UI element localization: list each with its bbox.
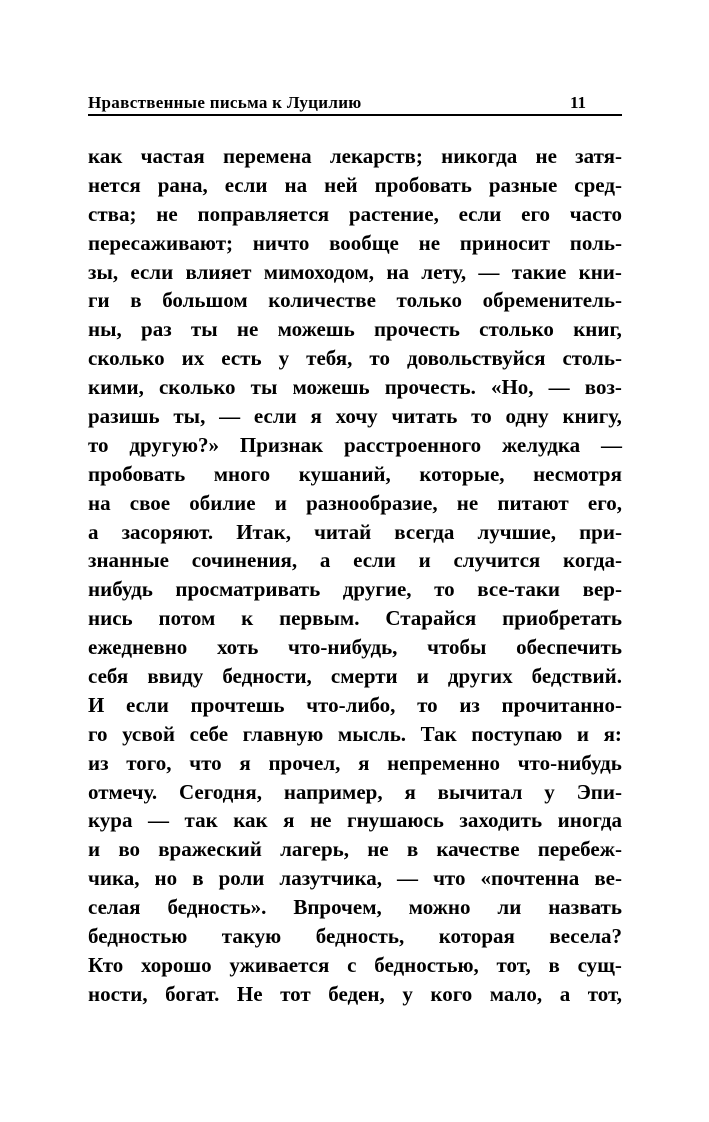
word: Старайся [385,606,477,631]
word: мимоходом, [263,259,375,284]
word: ве- [594,866,622,891]
word: в [192,866,204,891]
text-line [88,837,622,866]
word: поступаю [471,721,563,746]
word: с [347,952,357,977]
word: кура [88,808,133,833]
word: часто [569,201,622,226]
word: затя- [575,144,622,168]
word: воз- [584,375,622,400]
word: я [404,779,416,804]
word: его, [587,490,622,515]
word: и [416,664,429,689]
word: например, [283,779,383,804]
word: вообще [329,230,399,255]
word: то [369,346,390,371]
word: а [88,519,99,544]
word: я [283,808,295,833]
word: ли [497,895,522,920]
word: растение, [348,201,439,226]
word: как [233,808,268,833]
word: перемена [222,144,312,168]
word: пересаживают; [88,230,234,255]
word: что-нибудь [517,750,622,775]
word: смерти [330,664,398,689]
word: того, [126,750,172,775]
word: сколько [88,346,165,371]
word: Впрочем, [293,895,382,920]
word: тот, [496,952,531,977]
word: приобретать [502,606,622,631]
word: частая [140,144,205,168]
text-line [88,491,622,520]
word: то [471,404,492,429]
word: себя [88,664,129,689]
word: Кто [88,952,124,977]
word: как [88,144,123,168]
word: богат. [165,981,220,1006]
word: читай [314,519,372,544]
word: уживается [229,952,330,977]
word: — [548,375,570,400]
word: я: [603,721,622,746]
word: ства; [88,201,137,226]
word: столько [479,317,554,342]
word: при- [579,519,622,544]
text-line [88,664,622,693]
text-line [88,808,622,837]
word: зы, [88,259,119,284]
word: сочинения, [191,548,298,573]
word: тот [280,981,311,1006]
word: но [154,866,178,891]
word: а [559,981,571,1006]
word: на [386,259,409,284]
word: такие [511,259,567,284]
word: Сегодня, [178,779,262,804]
word: поль- [569,230,622,255]
word: нись [88,606,133,631]
word: и [88,837,101,862]
word: так [184,808,218,833]
text-line [88,375,622,404]
word: много [213,461,271,486]
word: можно [408,895,471,920]
word: то [417,692,438,717]
word: у [402,981,413,1006]
word: на [284,172,308,197]
word: столь- [562,346,622,371]
word: расстроенного [344,432,482,457]
word: роли [218,866,265,891]
word: главную [242,721,324,746]
word: кого [430,981,473,1006]
word: я [358,750,370,775]
word: вычитал [437,779,523,804]
word: всегда [394,519,455,544]
text-line [88,288,622,317]
word: ввиду [147,664,204,689]
word: книгу, [562,404,622,429]
word: пробовать [88,461,186,486]
word: бедность». [167,895,267,920]
word: лекарств; [329,144,423,168]
word: назвать [548,895,622,920]
word: обременитель- [482,288,622,313]
word: обилие [189,490,256,515]
word: бедствий. [531,664,622,689]
word: такую [221,924,282,949]
word: в [406,837,419,862]
word: желудка [501,432,581,457]
word: рана, [157,172,208,197]
word: из [459,692,480,717]
word: которые, [419,461,505,486]
word: знанные [88,548,169,573]
word: если [353,548,396,573]
word: го [88,721,108,746]
word: гнушаюсь [347,808,444,833]
word: мало, [489,981,543,1006]
text-line [88,433,622,462]
word: читать [391,404,458,429]
word: на [88,490,111,515]
text-line [88,548,622,577]
word: непременно [387,750,501,775]
word: не [310,808,332,833]
word: Признак [239,432,324,457]
word: пробовать [374,172,472,197]
word: случится [453,548,541,573]
word: в [548,952,560,977]
word: одну [505,404,549,429]
word: другую?» [129,432,220,457]
word: несмотря [533,461,622,486]
word: — [148,808,170,833]
text-line [88,953,622,982]
text-line [88,751,622,780]
text-line [88,635,622,664]
word: ности, [88,981,148,1006]
word: разнообразие, [306,490,438,515]
word: если [130,259,174,284]
word: вражеский [158,837,262,862]
word: приносит [459,230,550,255]
word: лучшие, [477,519,556,544]
word: поправляется [197,201,330,226]
word: количестве [268,288,376,313]
text-line [88,173,622,202]
word: можешь [292,375,370,400]
word: если [458,201,502,226]
word: нибудь [88,577,153,602]
page-number: 11 [569,93,586,112]
word: — [397,866,419,891]
text-line [88,144,622,173]
word: качестве [436,837,520,862]
word: к [241,606,254,631]
word: весела? [549,924,622,949]
word: прочитанно- [501,692,622,717]
word: сущ- [577,952,622,977]
word: что [189,750,222,775]
word: хочу [335,404,378,429]
word: кушаний, [298,461,391,486]
word: только [396,288,463,313]
word: чика, [88,866,140,891]
word: чтобы [427,635,487,660]
word: не [156,201,178,226]
word: другие, [342,577,412,602]
word: если [126,692,169,717]
header-rule [88,114,622,116]
word: — [219,404,241,429]
word: из [88,750,109,775]
word: прочесть [373,317,460,342]
word: лету, [421,259,467,284]
word: свое [129,490,171,515]
word: прочесть. [384,375,476,400]
word: у [278,346,290,371]
word: просматривать [175,577,321,602]
word: во [118,837,141,862]
word: отмечу. [88,779,158,804]
word: раз [141,317,172,342]
word: — [600,432,622,457]
word: кни- [578,259,622,284]
word: я [310,404,322,429]
word: что-либо, [306,692,396,717]
word: прочел, [268,750,341,775]
word: у [544,779,555,804]
word: не [535,144,557,168]
word: Так [420,721,457,746]
word: что [433,866,466,891]
word: никогда [441,144,518,168]
word: довольствуйся [406,346,546,371]
word: хорошо [141,952,212,977]
word: усвой [122,721,176,746]
word: в [130,288,142,313]
text-line [88,462,622,491]
word: и [418,548,431,573]
word: бедностью, [374,952,479,977]
word: бедности, [222,664,312,689]
word: потом [158,606,216,631]
word: ги [88,288,110,313]
word: ежедневно [88,635,188,660]
running-header-title: Нравственные письма к Луцилию [88,93,362,112]
word: первым. [279,606,360,631]
word: не [456,490,479,515]
text-line [88,924,622,953]
word: вер- [582,577,622,602]
word: что-нибудь, [288,635,398,660]
word: а [319,548,331,573]
text-line [88,606,622,635]
word: то [88,432,109,457]
text-line [88,780,622,809]
word: лагерь, [280,837,349,862]
word: которая [438,924,515,949]
word: разишь [88,404,160,429]
word: ты [250,375,278,400]
word: кими, [88,375,144,400]
word: нется [88,172,141,197]
word: «Но, [490,375,534,400]
word: Эпи- [576,779,622,804]
word: сред- [574,172,622,197]
word: ты [190,317,218,342]
word: если [224,172,268,197]
word: и [274,490,287,515]
text-line [88,693,622,722]
text-line [88,722,622,751]
word: влияет [185,259,252,284]
word: бедность, [315,924,405,949]
word: засоряют. [121,519,214,544]
text-line [88,346,622,375]
word: и [576,721,590,746]
word: не [236,317,259,342]
word: тебя, [306,346,353,371]
text-line [88,866,622,895]
text-line [88,260,622,289]
word: ны, [88,317,122,342]
word: их [181,346,205,371]
word: Итак, [236,519,291,544]
word: Не [236,981,263,1006]
word: беден, [328,981,385,1006]
word: если [253,404,297,429]
word: прочтешь [190,692,285,717]
word: себе [189,721,229,746]
text-line [88,317,622,346]
word: обеспечить [516,635,622,660]
word: то [434,577,455,602]
word: «почтенна [480,866,580,891]
word: заходить [459,808,543,833]
word: не [367,837,389,862]
word: иногда [557,808,622,833]
body-text [88,144,622,1011]
word: ничто [252,230,310,255]
word: ты, [173,404,206,429]
word: бедностью [88,924,188,949]
text-line [88,404,622,433]
word: можешь [277,317,355,342]
word: большом [162,288,248,313]
word: ней [324,172,358,197]
word: других [447,664,513,689]
word: селая [88,895,141,920]
word: все-таки [477,577,561,602]
text-line [88,520,622,549]
word: питают [497,490,569,515]
word: тот, [587,981,622,1006]
word: лазутчика, [279,866,382,891]
text-line [88,982,622,1011]
word: я [239,750,251,775]
word: перебеж- [537,837,622,862]
word: когда- [563,548,622,573]
word: сколько [158,375,236,400]
running-header [88,93,622,113]
word: книг, [573,317,622,342]
text-line [88,577,622,606]
word: — [478,259,500,284]
word: есть [221,346,262,371]
word: не [418,230,441,255]
word: разные [488,172,558,197]
word: хоть [216,635,259,660]
text-line [88,231,622,260]
text-line [88,202,622,231]
word: И [88,692,105,717]
word: мысль. [337,721,407,746]
word: его [521,201,551,226]
text-line [88,895,622,924]
